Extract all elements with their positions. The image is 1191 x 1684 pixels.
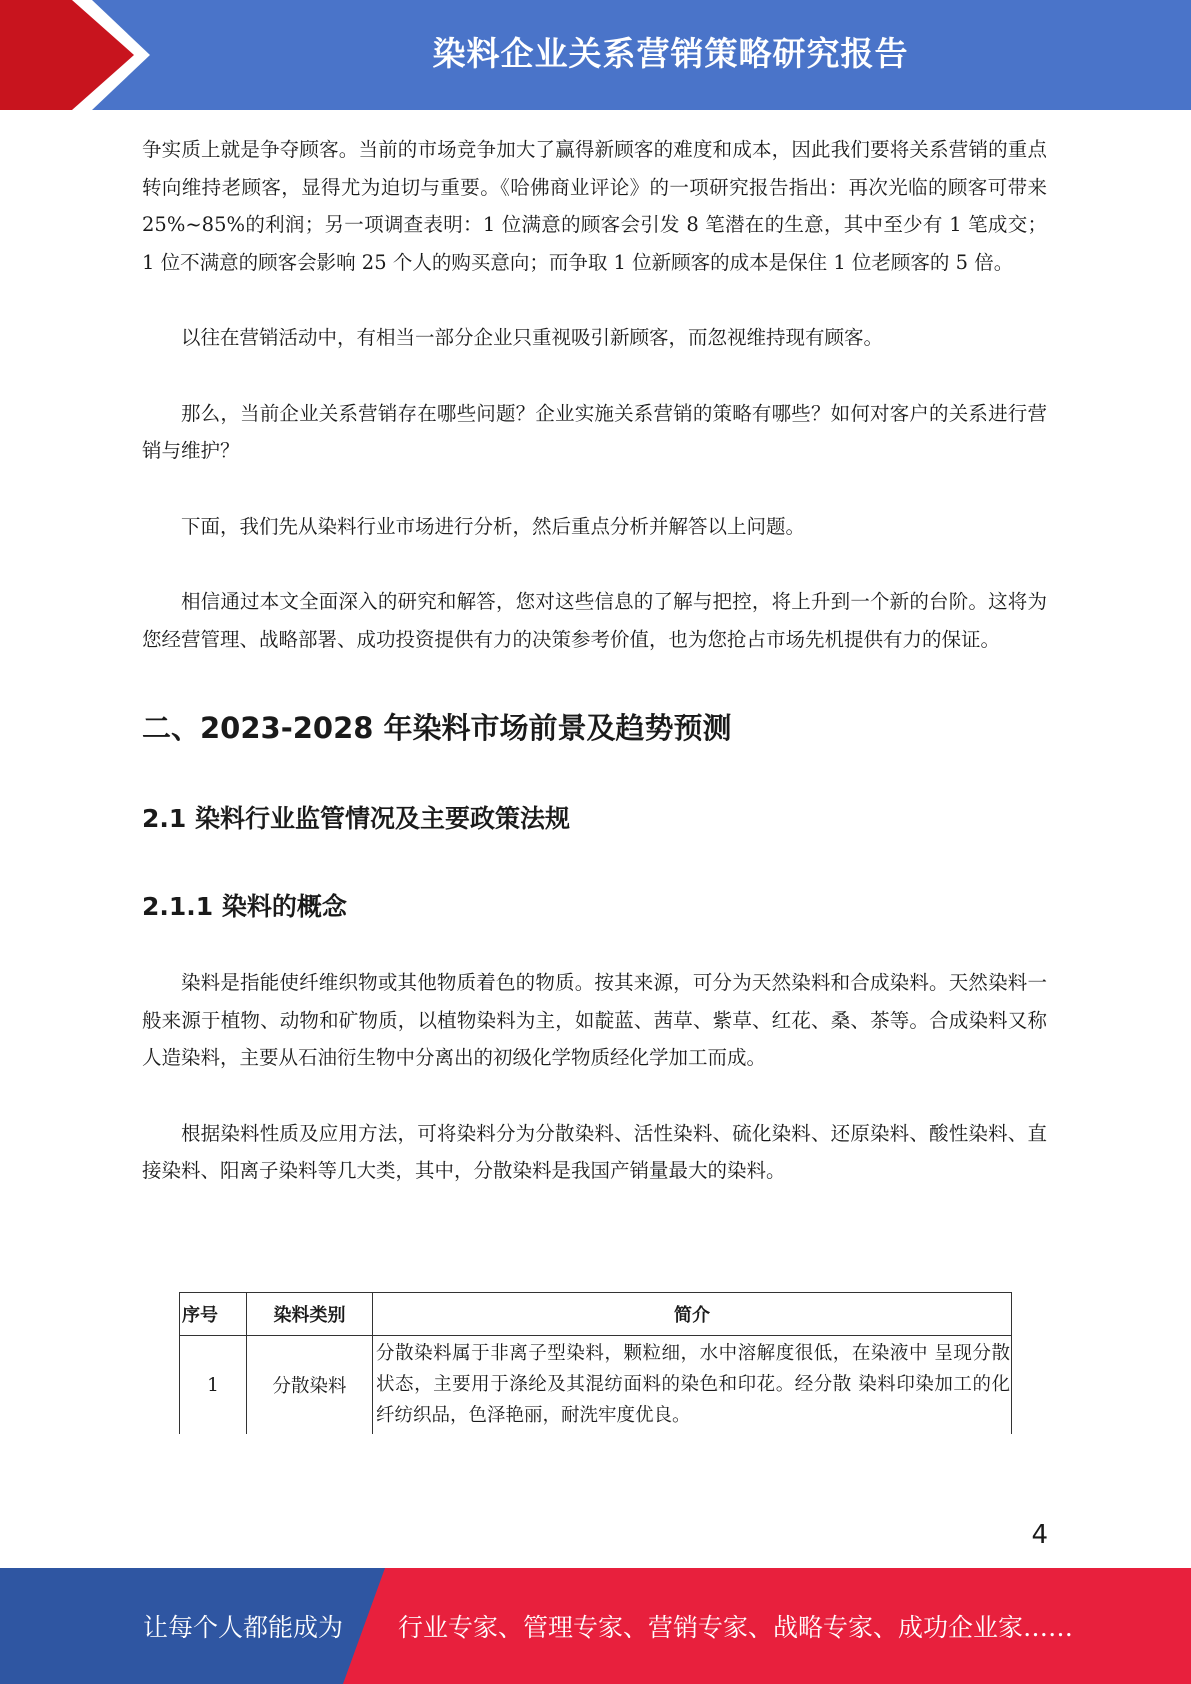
footer-slogan-right: 行业专家、管理专家、营销专家、战略专家、成功企业家…… — [398, 1613, 1074, 1642]
page-footer — [0, 1568, 1191, 1684]
subsubsection-heading: 2.1.1 染料的概念 — [142, 892, 347, 921]
table-cell-desc: 分散染料属于非离子型染料，颗粒细，水中溶解度很低，在染液中 呈现分散状态，主要用于涤纶及其混纺面料的染色和印花。经分散 染料印染加工的化纤纺织品，色泽艳丽，耐洗牢度优良。 — [373, 1336, 1012, 1435]
table-row — [180, 1336, 1012, 1435]
table-cell-type: 分散染料 — [247, 1336, 373, 1435]
report-title: 染料企业关系营销策略研究报告 — [432, 34, 909, 73]
dye-category-table — [179, 1292, 1012, 1434]
section-heading: 二、2023-2028 年染料市场前景及趋势预测 — [142, 711, 732, 745]
paragraph-customer-retention: 争实质上就是争夺顾客。当前的市场竞争加大了赢得新顾客的难度和成本，因此我们要将关系营销的重点转向维持老顾客，显得尤为迫切与重要。《哈佛商业评论》的一项研究报告指出：再次光临的顾客可带来 25%~85%的利润；另一项调查表明：1 位满意的顾客会引发 8 笔潜在的生意，其中至少有 1 笔成交；1 位不满意的顾客会影响 25 个人的购买意向；而争取 1 位新顾客的成本是保住 1 位老顾客的 5 倍。 — [142, 138, 1047, 274]
table-header-cell: 染料类别 — [247, 1293, 373, 1336]
paragraph-questions: 那么，当前企业关系营销存在哪些问题？企业实施关系营销的策略有哪些？如何对客户的关系进行营销与维护？ — [142, 401, 1047, 462]
page-header — [0, 0, 1191, 110]
paragraph-analysis-intro: 下面，我们先从染料行业市场进行分析，然后重点分析并解答以上问题。 — [181, 514, 806, 538]
paragraph-new-customers: 以往在营销活动中，有相当一部分企业只重视吸引新顾客，而忽视维持现有顾客。 — [181, 326, 884, 349]
paragraph-dye-concept: 染料是指能使纤维织物或其他物质着色的物质。按其来源，可分为天然染料和合成染料。天然染料一般来源于植物、动物和矿物质，以植物染料为主，如靛蓝、茜草、紫草、红花、桑、茶等。合成染料又称人造染料，主要从石油衍生物中分离出的初级化学物质经化学加工而成。 — [142, 971, 1047, 1069]
table-header-cell: 序号 — [180, 1293, 247, 1336]
paragraph-dye-types: 根据染料性质及应用方法，可将染料分为分散染料、活性染料、硫化染料、还原染料、酸性染料、直接染料、阳离子染料等几大类，其中，分散染料是我国产销量最大的染料。 — [142, 1121, 1047, 1182]
table-header-row — [180, 1293, 1012, 1336]
page-content — [142, 131, 1047, 1190]
header-chevron-red-shape — [0, 0, 134, 110]
subsection-heading: 2.1 染料行业监管情况及主要政策法规 — [142, 804, 570, 833]
page-number: 4 — [1031, 1520, 1048, 1550]
footer-slogan-left: 让每个人都能成为 — [143, 1613, 344, 1642]
table-header-cell: 简介 — [373, 1293, 1012, 1336]
paragraph-value: 相信通过本文全面深入的研究和解答，您对这些信息的了解与把控，将上升到一个新的台阶。这将为您经营管理、战略部署、成功投资提供有力的决策参考价值，也为您抢占市场先机提供有力的保证。 — [142, 590, 1047, 651]
table-cell-no: 1 — [180, 1336, 247, 1435]
